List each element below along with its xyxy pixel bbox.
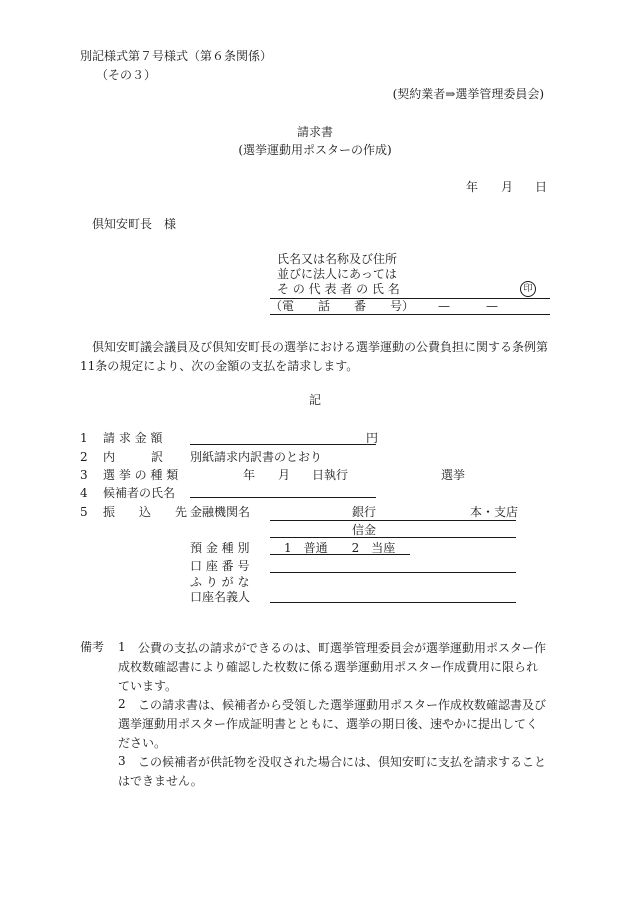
deposit-type-label: 預 金 種 別 xyxy=(190,541,250,555)
note-1-text: 公費の支払の請求ができるのは、町選挙管理委員会が選挙運動用ポスター作成枚数確認書により確認した枚数に係る選挙運動用ポスター作成費用に限られています。 xyxy=(118,641,547,693)
ki-heading: 記 xyxy=(308,393,321,407)
institution-label: 金融機関名 xyxy=(190,505,251,519)
item-4-number: 4 xyxy=(80,486,88,500)
seal-mark: 印 xyxy=(520,281,536,297)
account-holder-line xyxy=(270,602,516,603)
election-type: 選挙 xyxy=(441,468,466,482)
item-3-label: 選 挙 の 種 類 xyxy=(103,468,179,482)
applicant-line-1: 氏名又は名称及び住所 xyxy=(277,252,398,266)
amount-line xyxy=(190,444,376,445)
item-4-label: 候補者の氏名 xyxy=(103,486,176,500)
item-2-number: 2 xyxy=(80,450,88,464)
election-date-suffix: 日執行 xyxy=(312,468,349,482)
addressee: 倶知安町長 様 xyxy=(92,217,177,231)
branch-label: 本・支店 xyxy=(470,505,519,519)
form-sub-number: （その３） xyxy=(96,68,157,82)
candidate-name-line xyxy=(190,497,376,498)
body-paragraph: 倶知安町議会議員及び倶知安町長の選挙における選挙運動の公費負担に関する条例第11条の規定により、次の金額の支払を請求します。 xyxy=(80,340,549,373)
form-number: 別記様式第７号様式（第６条関係） xyxy=(80,49,273,63)
note-2-text: この請求書は、候補者から受領した選挙運動用ポスター作成枚数確認書及び選挙運動用ポスター作成証明書とともに、選挙の期日後、速やかに提出してください。 xyxy=(118,698,547,750)
item-5-number: 5 xyxy=(80,505,88,519)
item-2-label: 内 訳 xyxy=(103,450,164,464)
date-year: 年 xyxy=(466,180,479,194)
election-month: 月 xyxy=(278,468,291,482)
date-day: 日 xyxy=(535,180,548,194)
document-subtitle: (選挙運動用ポスターの作成) xyxy=(238,143,392,157)
furigana-label: ふ り が な xyxy=(190,575,250,589)
election-year: 年 xyxy=(243,468,256,482)
note-2-number: 2 xyxy=(118,697,126,711)
phone-label: （電 話 番 号） xyxy=(270,299,415,313)
deposit-type-line xyxy=(270,554,410,555)
breakdown-value: 別紙請求内訳書のとおり xyxy=(190,450,323,464)
notes-label: 備考 xyxy=(80,640,105,654)
item-1-label: 請 求 金 額 xyxy=(103,431,163,445)
account-number-label: 口 座 番 号 xyxy=(190,559,250,573)
item-1-number: 1 xyxy=(80,431,88,445)
item-3-number: 3 xyxy=(80,468,88,482)
shinkin-line xyxy=(270,537,516,538)
applicant-line-3: そ の 代 表 者 の 氏 名 xyxy=(277,282,400,296)
note-3-number: 3 xyxy=(118,754,126,768)
document-title: 請求書 xyxy=(296,125,333,139)
institution-line xyxy=(270,520,516,521)
account-number-line xyxy=(270,572,516,573)
bank-label: 銀行 xyxy=(352,505,377,519)
item-5-label: 振 込 先 xyxy=(103,505,188,519)
applicant-line-2: 並びに法人にあっては xyxy=(277,267,397,281)
note-3-text: この候補者が供託物を没収された場合には、倶知安町に支払を請求することはできません。 xyxy=(118,755,547,788)
amount-unit: 円 xyxy=(366,431,379,445)
phone-value: — — xyxy=(438,299,499,313)
note-1-number: 1 xyxy=(118,640,126,654)
date-month: 月 xyxy=(501,180,514,194)
routing-note: (契約業者⇒選挙管理委員会) xyxy=(392,87,544,101)
shinkin-label: 信金 xyxy=(352,523,377,537)
deposit-type-value: 1 普通 2 当座 xyxy=(284,541,396,555)
account-holder-label: 口座名義人 xyxy=(190,590,251,604)
applicant-divider-bottom xyxy=(270,314,550,315)
